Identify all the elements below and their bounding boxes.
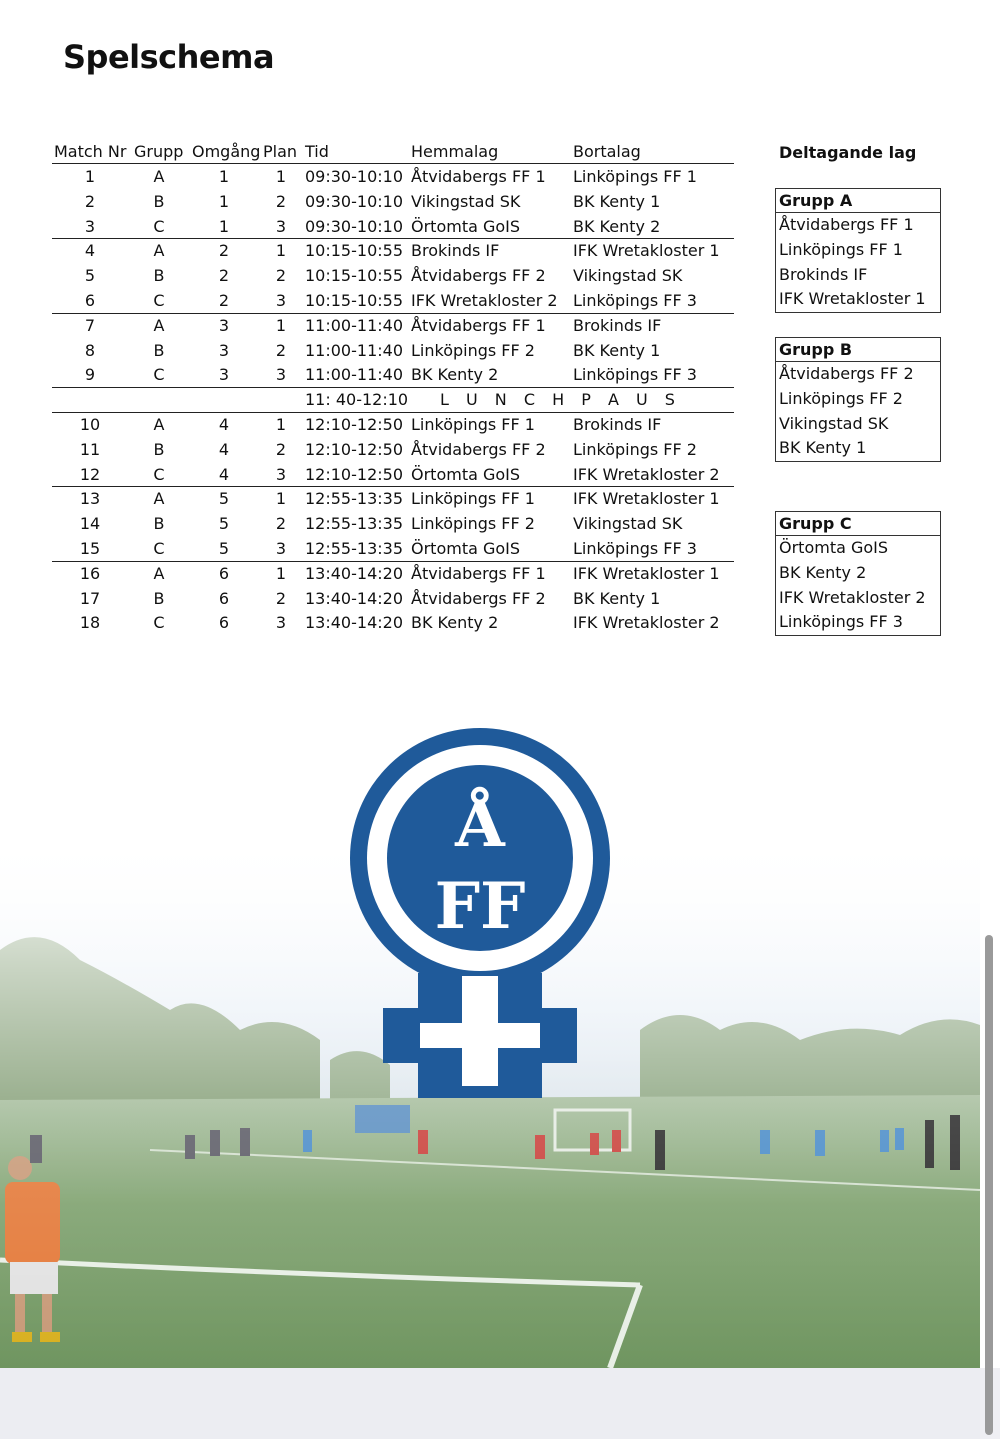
match-nr-cell: 16 [79, 563, 101, 583]
match-plan-cell: 2 [275, 439, 287, 459]
match-hemma-cell: IFK Wretakloster 2 [411, 291, 558, 310]
match-grupp-cell: B [153, 439, 165, 459]
match-omgang-cell: 4 [218, 439, 230, 459]
match-plan-cell: 3 [275, 291, 287, 310]
match-hemma-cell: Örtomta GoIS [411, 464, 521, 484]
match-tid-cell: 13:40-14:20 [305, 588, 403, 608]
match-tid-cell: 13:40-14:20 [305, 613, 403, 633]
match-tid-cell: 10:15-10:55 [305, 241, 403, 261]
match-omgang-cell: 2 [218, 241, 230, 261]
match-omgang-cell: 2 [218, 291, 230, 310]
match-plan-cell: 1 [275, 489, 287, 509]
match-nr-cell: 6 [84, 291, 96, 310]
match-nr-cell: 13 [79, 489, 101, 509]
match-hemma-cell: Åtvidabergs FF 2 [411, 266, 546, 286]
match-hemma-cell: Linköpings FF 1 [411, 415, 535, 434]
match-hemma-cell: BK Kenty 2 [411, 613, 499, 633]
column-header: Hemmalag [411, 142, 499, 161]
logo-top-text: Å [455, 787, 505, 862]
match-hemma-cell: Åtvidabergs FF 1 [411, 167, 546, 186]
match-tid-cell: 12:10-12:50 [305, 464, 403, 484]
match-hemma-cell: Åtvidabergs FF 1 [411, 563, 546, 583]
match-tid-cell: 11:00-11:40 [305, 340, 403, 360]
column-header: Bortalag [573, 142, 641, 161]
participants-heading: Deltagande lag [779, 143, 917, 162]
page-title: Spelschema [63, 38, 275, 76]
match-borta-cell: Vikingstad SK [573, 266, 683, 286]
group-team: Linköpings FF 2 [779, 388, 903, 408]
match-tid-cell: 13:40-14:20 [305, 563, 403, 583]
match-nr-cell: 7 [84, 315, 96, 335]
match-tid-cell: 10:15-10:55 [305, 266, 403, 286]
match-hemma-cell: Örtomta GoIS [411, 539, 521, 558]
match-plan-cell: 1 [275, 563, 287, 583]
match-grupp-cell: C [153, 613, 165, 633]
column-header: Tid [305, 142, 329, 161]
match-tid-cell: 12:10-12:50 [305, 415, 403, 434]
match-nr-cell: 9 [84, 365, 96, 385]
lunch-time: 11: 40-12:10 [305, 390, 409, 410]
match-hemma-cell: Åtvidabergs FF 1 [411, 315, 546, 335]
group-name: Grupp C [776, 512, 940, 536]
group-team: Örtomta GoIS [779, 538, 889, 557]
match-plan-cell: 1 [275, 315, 287, 335]
match-omgang-cell: 6 [218, 563, 230, 583]
match-borta-cell: IFK Wretakloster 1 [573, 241, 720, 261]
match-hemma-cell: Linköpings FF 2 [411, 340, 535, 360]
match-borta-cell: Vikingstad SK [573, 514, 683, 534]
match-borta-cell: IFK Wretakloster 2 [573, 613, 720, 633]
match-borta-cell: IFK Wretakloster 2 [573, 464, 720, 484]
match-borta-cell: Brokinds IF [573, 315, 662, 335]
group-name: Grupp A [776, 189, 940, 213]
match-grupp-cell: A [153, 241, 165, 261]
match-plan-cell: 3 [275, 539, 287, 558]
group-team: IFK Wretakloster 1 [779, 289, 926, 309]
table-divider [52, 238, 734, 239]
match-borta-cell: IFK Wretakloster 1 [573, 563, 720, 583]
match-plan-cell: 1 [275, 241, 287, 261]
match-nr-cell: 17 [79, 588, 101, 608]
match-grupp-cell: A [153, 489, 165, 509]
match-grupp-cell: B [153, 514, 165, 534]
group-name: Grupp B [776, 338, 940, 362]
match-grupp-cell: A [153, 167, 165, 186]
match-nr-cell: 18 [79, 613, 101, 633]
match-omgang-cell: 3 [218, 315, 230, 335]
column-header: Grupp [134, 142, 184, 161]
table-divider [52, 313, 734, 314]
affc-logo [330, 718, 630, 1098]
match-grupp-cell: C [153, 539, 165, 558]
table-divider [52, 561, 734, 562]
match-hemma-cell: Örtomta GoIS [411, 216, 521, 236]
match-nr-cell: 12 [79, 464, 101, 484]
table-divider [52, 387, 734, 388]
match-plan-cell: 3 [275, 464, 287, 484]
group-team: BK Kenty 2 [779, 562, 867, 582]
column-header: Omgång [192, 142, 261, 161]
group-team: IFK Wretakloster 2 [779, 587, 926, 607]
match-plan-cell: 3 [275, 365, 287, 385]
match-borta-cell: BK Kenty 2 [573, 216, 661, 236]
group-team: BK Kenty 1 [779, 438, 867, 458]
match-tid-cell: 09:30-10:10 [305, 216, 403, 236]
table-divider [52, 163, 734, 164]
match-grupp-cell: C [153, 216, 165, 236]
match-borta-cell: BK Kenty 1 [573, 191, 661, 211]
match-tid-cell: 12:55-13:35 [305, 539, 403, 558]
match-hemma-cell: Linköpings FF 1 [411, 489, 535, 509]
match-plan-cell: 2 [275, 340, 287, 360]
match-omgang-cell: 5 [218, 514, 230, 534]
match-grupp-cell: B [153, 191, 165, 211]
match-grupp-cell: B [153, 588, 165, 608]
match-nr-cell: 11 [79, 439, 101, 459]
match-plan-cell: 1 [275, 167, 287, 186]
table-divider [52, 486, 734, 487]
match-grupp-cell: B [153, 340, 165, 360]
match-nr-cell: 8 [84, 340, 96, 360]
match-borta-cell: BK Kenty 1 [573, 588, 661, 608]
match-plan-cell: 1 [275, 415, 287, 434]
match-nr-cell: 14 [79, 514, 101, 534]
table-divider [52, 412, 734, 413]
match-plan-cell: 2 [275, 514, 287, 534]
match-nr-cell: 2 [84, 191, 96, 211]
match-nr-cell: 3 [84, 216, 96, 236]
match-borta-cell: BK Kenty 1 [573, 340, 661, 360]
column-header: Match Nr [54, 142, 127, 161]
match-omgang-cell: 4 [218, 415, 230, 434]
match-nr-cell: 4 [84, 241, 96, 261]
match-hemma-cell: Linköpings FF 2 [411, 514, 535, 534]
match-borta-cell: Linköpings FF 3 [573, 291, 697, 310]
group-team: Åtvidabergs FF 2 [779, 364, 914, 383]
match-plan-cell: 2 [275, 191, 287, 211]
match-hemma-cell: Vikingstad SK [411, 191, 521, 211]
match-grupp-cell: A [153, 315, 165, 335]
match-plan-cell: 3 [275, 613, 287, 633]
match-nr-cell: 1 [84, 167, 96, 186]
lunch-label: L U N C H P A U S [440, 390, 681, 410]
match-grupp-cell: C [153, 291, 165, 310]
match-hemma-cell: Åtvidabergs FF 2 [411, 439, 546, 459]
group-team: Vikingstad SK [779, 413, 889, 433]
match-omgang-cell: 3 [218, 340, 230, 360]
match-tid-cell: 11:00-11:40 [305, 315, 403, 335]
column-header: Plan [263, 142, 298, 161]
group-team: Åtvidabergs FF 1 [779, 215, 914, 234]
match-borta-cell: Linköpings FF 2 [573, 439, 697, 459]
match-tid-cell: 12:55-13:35 [305, 514, 403, 534]
match-hemma-cell: Åtvidabergs FF 2 [411, 588, 546, 608]
match-tid-cell: 12:55-13:35 [305, 489, 403, 509]
match-nr-cell: 15 [79, 539, 101, 558]
group-team: Linköpings FF 3 [779, 612, 903, 632]
match-tid-cell: 09:30-10:10 [305, 167, 403, 186]
match-tid-cell: 11:00-11:40 [305, 365, 403, 385]
logo-bottom-text: FF [434, 869, 526, 944]
match-plan-cell: 2 [275, 588, 287, 608]
match-grupp-cell: C [153, 365, 165, 385]
match-nr-cell: 10 [79, 415, 101, 434]
match-nr-cell: 5 [84, 266, 96, 286]
match-tid-cell: 12:10-12:50 [305, 439, 403, 459]
match-plan-cell: 3 [275, 216, 287, 236]
match-omgang-cell: 6 [218, 613, 230, 633]
match-borta-cell: Linköpings FF 1 [573, 167, 697, 186]
match-plan-cell: 2 [275, 266, 287, 286]
group-box [775, 511, 941, 636]
group-team: Brokinds IF [779, 264, 868, 284]
match-omgang-cell: 1 [218, 167, 230, 186]
match-omgang-cell: 5 [218, 539, 230, 558]
scrollbar-thumb[interactable] [985, 935, 993, 1435]
match-omgang-cell: 4 [218, 464, 230, 484]
match-grupp-cell: C [153, 464, 165, 484]
match-grupp-cell: B [153, 266, 165, 286]
match-tid-cell: 10:15-10:55 [305, 291, 403, 310]
match-grupp-cell: A [153, 563, 165, 583]
match-borta-cell: IFK Wretakloster 1 [573, 489, 720, 509]
match-tid-cell: 09:30-10:10 [305, 191, 403, 211]
match-omgang-cell: 6 [218, 588, 230, 608]
match-borta-cell: Linköpings FF 3 [573, 365, 697, 385]
match-omgang-cell: 3 [218, 365, 230, 385]
group-team: Linköpings FF 1 [779, 239, 903, 259]
match-hemma-cell: BK Kenty 2 [411, 365, 499, 385]
match-omgang-cell: 1 [218, 216, 230, 236]
match-borta-cell: Brokinds IF [573, 415, 662, 434]
group-box [775, 337, 941, 462]
match-omgang-cell: 2 [218, 266, 230, 286]
match-grupp-cell: A [153, 415, 165, 434]
match-omgang-cell: 1 [218, 191, 230, 211]
match-omgang-cell: 5 [218, 489, 230, 509]
group-box [775, 188, 941, 313]
bottom-margin [0, 1368, 980, 1439]
match-borta-cell: Linköpings FF 3 [573, 539, 697, 558]
match-hemma-cell: Brokinds IF [411, 241, 500, 261]
